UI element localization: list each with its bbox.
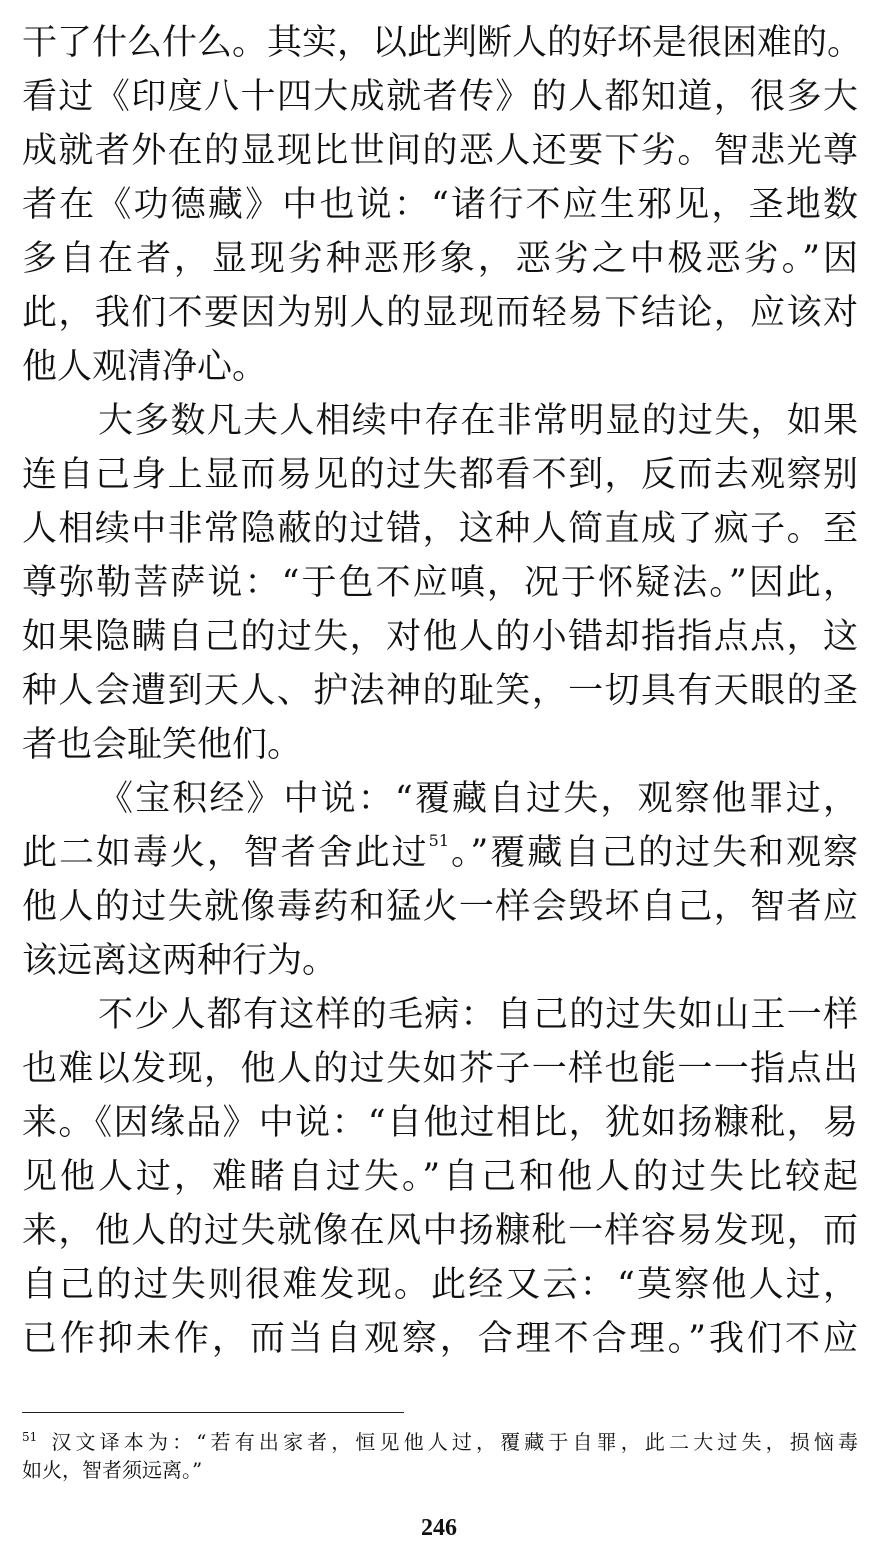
text-line: 自己的过失则很难发现。此经又云：“莫察他人过， xyxy=(22,1265,858,1305)
text-line: 者在《功德藏》中也说：“诸行不应生邪见，圣地数 xyxy=(22,185,858,225)
text-line: 他人的过失就像毒药和猛火一样会毁坏自己，智者应 xyxy=(22,887,858,927)
footnote-separator xyxy=(22,1412,404,1413)
text-line: 也难以发现，他人的过失如芥子一样也能一一指点出 xyxy=(22,1049,858,1089)
paragraph-first-line: 大多数凡夫人相续中存在非常明显的过失，如果 xyxy=(98,401,858,441)
text-line: 此，我们不要因为别人的显现而轻易下结论，应该对 xyxy=(22,293,858,333)
text-line-with-footnote xyxy=(22,826,858,880)
text-line: 来。《因缘品》中说：“自他过相比，犹如扬糠秕，易 xyxy=(22,1103,858,1143)
text-line: 种人会遭到天人、护法神的耻笑，一切具有天眼的圣 xyxy=(22,671,858,711)
text-line: 尊弥勒菩萨说：“于色不应嗔，况于怀疑法。”因此， xyxy=(22,563,858,603)
text-line: 连自己身上显而易见的过失都看不到，反而去观察别 xyxy=(22,455,858,495)
text-line: 干了什么什么。其实，以此判断人的好坏是很困难的。 xyxy=(22,23,863,63)
text-line: 多自在者，显现劣种恶形象，恶劣之中极恶劣。”因 xyxy=(22,239,858,279)
text-line: 如果隐瞒自己的过失，对他人的小错却指指点点，这 xyxy=(22,617,858,657)
text-line: 者也会耻笑他们。 xyxy=(22,725,303,765)
paragraph-first-line: 《宝积经》中说：“覆藏自过失，观察他罪过， xyxy=(98,779,858,819)
footnote-line xyxy=(22,1428,858,1456)
footnote-line: 如火，智者须远离。” xyxy=(22,1458,203,1482)
text-line: 来，他人的过失就像在风中扬糠秕一样容易发现，而 xyxy=(22,1211,858,1251)
footnote-reference[interactable]: 51 xyxy=(428,831,449,850)
text-line: 人相续中非常隐蔽的过错，这种人简直成了疯子。至 xyxy=(22,509,858,549)
text-line: 该远离这两种行为。 xyxy=(22,941,338,981)
text-line: 他人观清净心。 xyxy=(22,347,268,387)
footnote-text: 汉文译本为：“若有出家者，恒见他人过，覆藏于自罪，此二大过失，损恼毒 xyxy=(47,1430,858,1454)
footnote-number: 51 xyxy=(22,1430,38,1444)
text-segment: 。”覆藏自己的过失和观察 xyxy=(449,833,858,873)
paragraph-first-line: 不少人都有这样的毛病：自己的过失如山王一样 xyxy=(98,995,858,1035)
text-line: 看过《印度八十四大成就者传》的人都知道，很多大 xyxy=(22,77,858,117)
text-line: 成就者外在的显现比世间的恶人还要下劣。智悲光尊 xyxy=(22,131,858,171)
page-number: 246 xyxy=(421,1515,457,1541)
text-line: 已作抑未作，而当自观察，合理不合理。”我们不应 xyxy=(22,1319,858,1359)
text-segment: 此二如毒火，智者舍此过 xyxy=(22,833,429,873)
text-line: 见他人过，难睹自过失。”自己和他人的过失比较起 xyxy=(22,1157,858,1197)
